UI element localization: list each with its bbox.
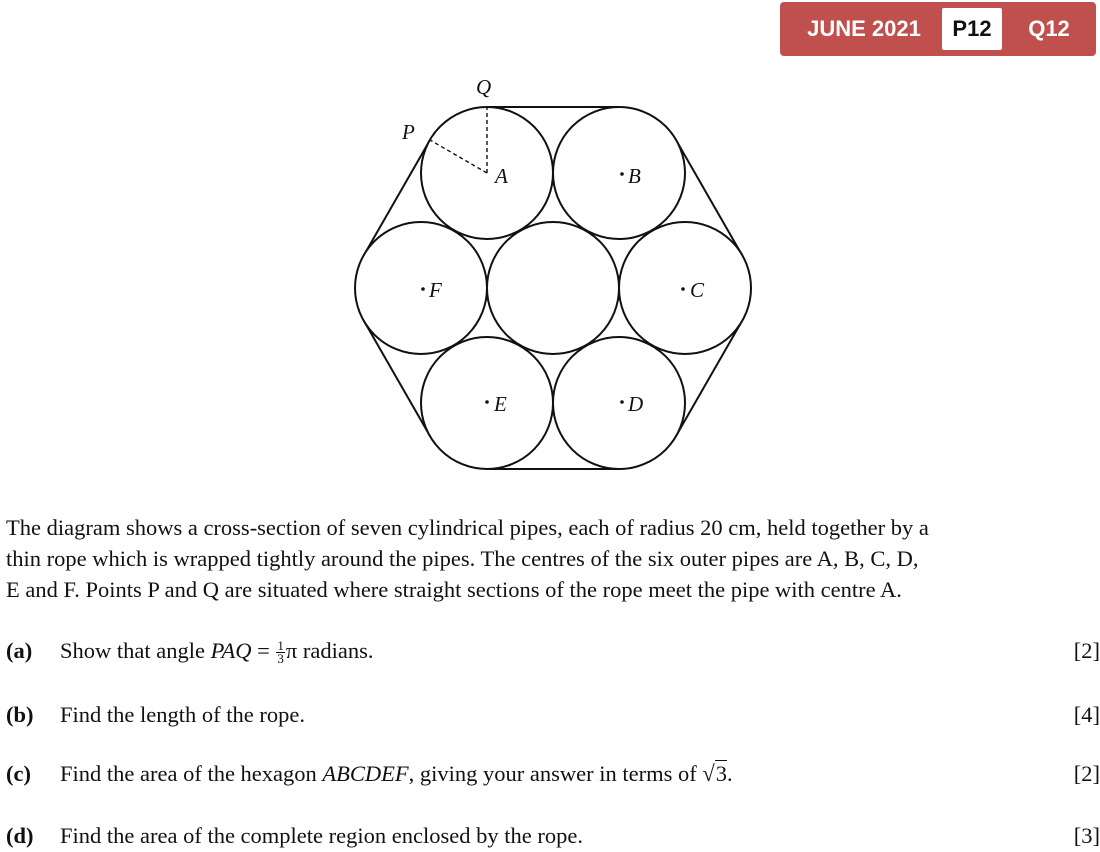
part-b-label: (b) — [6, 702, 34, 727]
label-e: E — [494, 392, 507, 416]
part-c-text-after: , giving your answer in terms of — [408, 761, 703, 786]
part-c-sqrt — [702, 761, 727, 787]
part-b-marks: [4] — [1073, 702, 1100, 727]
label-f: F — [429, 278, 442, 302]
label-a: A — [495, 164, 508, 188]
label-p: P — [402, 120, 415, 144]
centre-dot-b — [620, 172, 624, 176]
question-number: Q12 — [1028, 16, 1070, 41]
part-c-marks: [2] — [1073, 761, 1100, 786]
centre-dot-c — [681, 287, 685, 291]
part-a — [6, 638, 1100, 665]
pipe-b — [553, 107, 685, 239]
label-c: C — [690, 278, 705, 302]
part-c-radicand: 3 — [715, 761, 727, 786]
part-c-text-before: Find the area of the hexagon — [60, 761, 323, 786]
part-c-text — [60, 761, 1060, 787]
question-intro — [6, 512, 1100, 605]
part-a-fraction-denominator: 3 — [277, 651, 284, 667]
part-c-label: (c) — [6, 761, 31, 786]
pipe-centre — [487, 222, 619, 354]
centre-dot-e — [485, 400, 489, 404]
part-c-sqrt-symbol: √ — [702, 761, 715, 786]
part-c-hexagon-name: ABCDEF — [322, 761, 409, 786]
part-c-end: . — [726, 761, 733, 786]
part-a-equals: = — [251, 638, 276, 663]
intro-line-3: E and F. Points P and Q are situated where straight sections of the rope meet the pipe with centre A. — [6, 577, 902, 602]
pipe-c — [619, 222, 751, 354]
part-d — [6, 823, 1100, 849]
centre-dot-f — [421, 287, 425, 291]
label-d: D — [628, 392, 644, 416]
part-a-text — [60, 638, 1060, 665]
part-c — [6, 761, 1100, 787]
intro-line-1: The diagram shows a cross-section of seven cylindrical pipes, each of radius 20 cm, held together by a — [6, 515, 929, 540]
part-d-marks: [3] — [1073, 823, 1100, 848]
part-a-fraction-numerator: 1 — [277, 638, 284, 654]
part-a-text-before: Show that angle — [60, 638, 211, 663]
part-a-marks: [2] — [1073, 638, 1100, 663]
pipe-f — [355, 222, 487, 354]
part-a-angle-name: PAQ — [210, 638, 252, 663]
part-d-text: Find the area of the complete region enclosed by the rope. — [60, 823, 583, 848]
part-d-label: (d) — [6, 823, 34, 848]
pipe-d — [553, 337, 685, 469]
label-q: Q — [476, 75, 492, 99]
exam-session: JUNE 2021 — [807, 16, 921, 41]
paper-number: P12 — [942, 8, 1002, 50]
intro-line-2: thin rope which is wrapped tightly around the pipes. The centres of the six outer pipes are A, B, C, D, — [6, 546, 919, 571]
part-a-fraction — [276, 640, 285, 665]
part-b — [6, 702, 1100, 728]
part-a-text-after: π radians. — [285, 638, 374, 663]
part-b-text: Find the length of the rope. — [60, 702, 305, 727]
centre-dot-d — [620, 400, 624, 404]
part-a-label: (a) — [6, 638, 33, 663]
label-b: B — [628, 164, 641, 188]
